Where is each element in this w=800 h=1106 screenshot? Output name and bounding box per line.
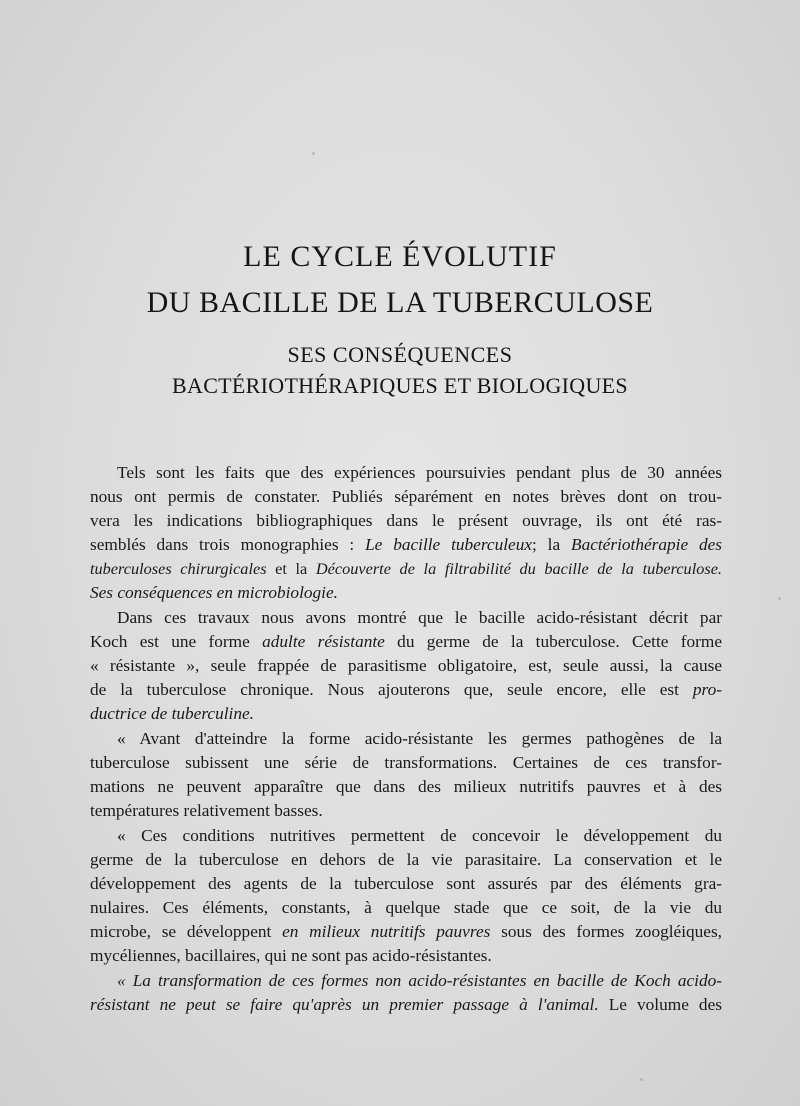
body-line: nous ont permis de constater. Publiés séparément en notes brèves dont on trou- [90,487,722,506]
body-line: Ses conséquences en microbiologie. [90,583,338,602]
title-line-1: LE CYCLE ÉVOLUTIF [243,240,557,273]
title-line-2: DU BACILLE DE LA TUBERCULOSE [146,286,654,319]
body-line: vera les indications bibliographiques dans le présent ouvrage, ils ont été ras- [90,511,722,530]
scan-speck [312,152,315,155]
body-line: Tels sont les faits que des expériences poursuivies pendant plus de 30 années [117,463,722,482]
scan-speck [778,597,781,600]
subtitle-line-2: BACTÉRIOTHÉRAPIQUES ET BIOLOGIQUES [172,373,628,398]
body-line: microbe, se développent en milieux nutritifs pauvres sous des formes zoogléiques, [90,922,722,941]
subtitle-line-1: SES CONSÉQUENCES [287,342,513,367]
body-line: Koch est une forme adulte résistante du germe de la tuberculose. Cette forme [90,632,723,651]
body-line: germe de la tuberculose en dehors de la vie parasitaire. La conservation et le [90,850,722,869]
body-line: développement des agents de la tuberculose sont assurés par des éléments gra- [90,874,722,893]
body-line: résistant ne peut se faire qu'après un premier passage à l'animal. Le volume des [90,995,722,1014]
body-line: nulaires. Ces éléments, constants, à quelque stade que ce soit, de la vie du [90,898,722,917]
body-line: mations ne peuvent apparaître que dans des milieux nutritifs pauvres et à des [90,777,722,796]
body-line: tuberculoses chirurgicales et la Découverte de la filtrabilité du bacille de la tuberculose. [90,559,722,578]
body-line: « La transformation de ces formes non acido-résistantes en bacille de Koch acido- [117,971,722,990]
body-line: tuberculose subissent une série de transformations. Certaines de ces transfor- [90,753,722,772]
body-line: ductrice de tuberculine. [90,704,254,723]
body-line: de la tuberculose chronique. Nous ajouterons que, seule encore, elle est pro- [90,680,722,699]
scan-speck [640,1078,643,1081]
body-line: mycéliennes, bacillaires, qui ne sont pas acido-résistantes. [90,946,492,965]
body-line: Dans ces travaux nous avons montré que le bacille acido-résistant décrit par [117,608,722,627]
body-line: « résistante », seule frappée de parasitisme obligatoire, est, seule aussi, la cause [90,656,722,675]
body-line: « Ces conditions nutritives permettent de concevoir le développement du [117,826,722,845]
body-line: températures relativement basses. [90,801,323,820]
body-line: « Avant d'atteindre la forme acido-résistante les germes pathogènes de la [117,729,722,748]
body-line: semblés dans trois monographies : Le bacille tuberculeux; la Bactériothérapie des [90,535,723,554]
